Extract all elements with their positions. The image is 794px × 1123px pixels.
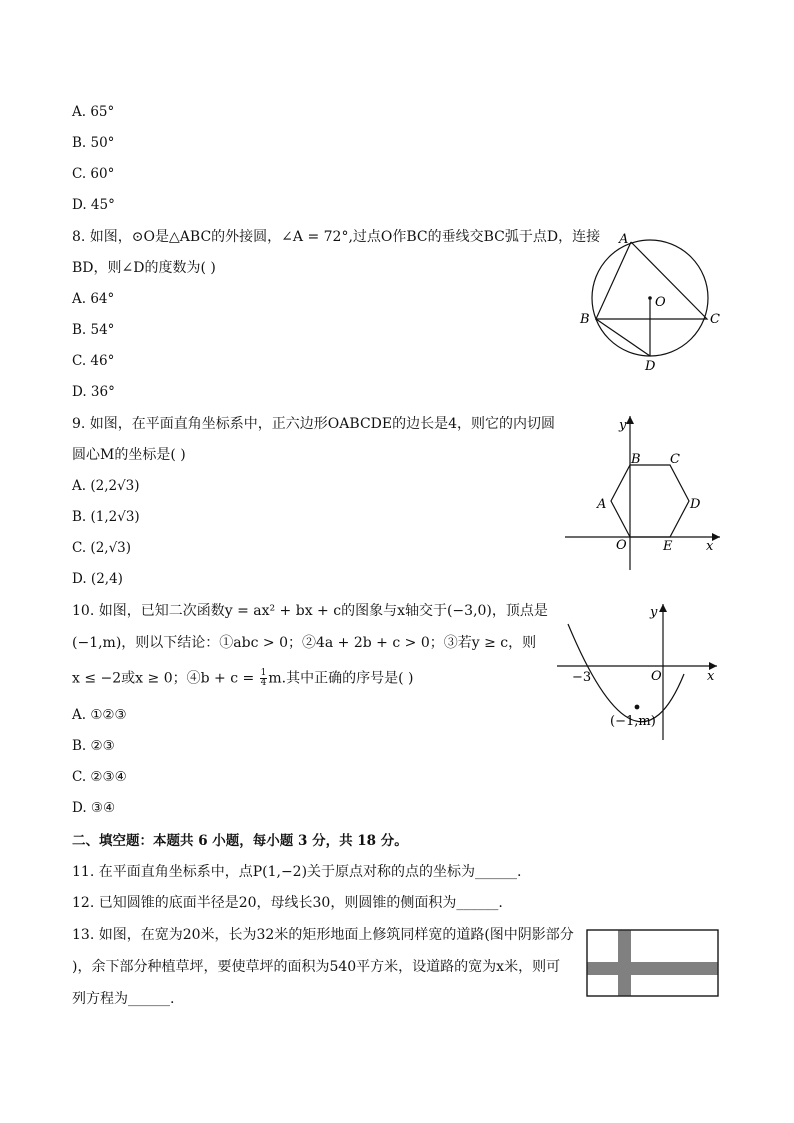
q7-option-b: B. 50°: [72, 135, 115, 151]
q13-stem-line1: 13. 如图，在宽为20米，长为32米的矩形地面上修筑同样宽的道路(图中阴影部分: [72, 927, 574, 943]
q8-label-a: A: [619, 232, 629, 247]
q9-label-d: D: [690, 497, 701, 512]
q13-horizontal-road: [587, 962, 718, 975]
q8-label-b: B: [580, 312, 590, 327]
q8-stem-line2: BD，则∠D的度数为( ): [72, 260, 216, 276]
q10-label-minus3: −3: [572, 670, 592, 685]
q10-label-o: O: [651, 669, 662, 684]
q9-hexagon-figure: [560, 410, 730, 575]
q10-option-b: B. ②③: [72, 738, 115, 754]
q9-stem-line1: 9. 如图，在平面直角坐标系中，正六边形OABCDE的边长是4，则它的内切圆: [72, 416, 556, 432]
q8-option-a: A. 64°: [72, 291, 115, 307]
q13-road-figure: [586, 929, 720, 999]
q9-option-d: D. (2,4): [72, 571, 123, 587]
q8-circle-figure: [570, 225, 730, 380]
q8-label-d: D: [645, 359, 656, 374]
q10-parabola-figure: [555, 600, 730, 745]
q9-label-b: B: [631, 452, 641, 467]
q9-label-x: x: [706, 539, 714, 554]
q10-option-a: A. ①②③: [72, 707, 127, 723]
q12-stem: 12. 已知圆锥的底面半径是20，母线长30，则圆锥的侧面积为______.: [72, 895, 503, 911]
q9-label-y: y: [619, 418, 627, 433]
q7-option-c: C. 60°: [72, 166, 115, 182]
q10-label-vertex: (−1,m): [610, 714, 656, 729]
q8-label-c: C: [710, 312, 720, 327]
q13-stem-line3: 列方程为______.: [72, 991, 175, 1007]
q10-label-x: x: [707, 669, 715, 684]
q10-option-d: D. ③④: [72, 800, 116, 816]
q10-option-c: C. ②③④: [72, 769, 127, 785]
q10-stem-line2: (−1,m)，则以下结论：①abc > 0；②4a + 2b + c > 0；③若y ≥ c，则: [72, 635, 537, 651]
q10-stem-line1: 10. 如图，已知二次函数y = ax² + bx + c的图象与x轴交于(−3,0)，顶点是: [72, 603, 548, 619]
q10-frac-denominator: 4: [260, 678, 267, 688]
q7-option-a: A. 65°: [72, 104, 115, 120]
q7-option-d: D. 45°: [72, 197, 115, 213]
q10-stem-line3: [72, 669, 414, 688]
q8-option-b: B. 54°: [72, 322, 115, 338]
q9-option-c: C. (2,√3): [72, 540, 132, 556]
q10-frac-numerator: 1: [260, 668, 267, 678]
q10-line3-part2: m.其中正确的序号是( ): [268, 670, 414, 687]
q11-stem: 11. 在平面直角坐标系中，点P(1,−2)关于原点对称的点的坐标为______.: [72, 864, 522, 880]
q9-label-c: C: [670, 452, 680, 467]
q9-label-e: E: [663, 539, 673, 554]
q9-option-a: A. (2,2√3): [72, 478, 140, 494]
q8-option-d: D. 36°: [72, 384, 115, 400]
q9-label-a: A: [597, 497, 607, 512]
q10-label-y: y: [650, 605, 658, 620]
q10-fraction: [260, 669, 268, 688]
section-fill-in-heading: 二、填空题：本题共 6 小题，每小题 3 分，共 18 分。: [72, 833, 408, 849]
q9-stem-line2: 圆心M的坐标是( ): [72, 447, 186, 463]
q8-stem-line1: 8. 如图，⊙O是△ABC的外接圆，∠A = 72°,过点O作BC的垂线交BC弧于点D，连接: [72, 229, 601, 245]
q8-option-c: C. 46°: [72, 353, 115, 369]
q13-vertical-road: [618, 930, 631, 996]
q9-label-o: O: [616, 538, 627, 553]
q9-option-b: B. (1,2√3): [72, 509, 140, 525]
q13-stem-line2: )，余下部分种植草坪，要使草坪的面积为540平方米，设道路的宽为x米，则可: [72, 959, 561, 975]
q8-label-o: O: [655, 295, 666, 310]
q10-line3-part1: x ≤ −2或x ≥ 0；④b + c =: [72, 670, 259, 687]
